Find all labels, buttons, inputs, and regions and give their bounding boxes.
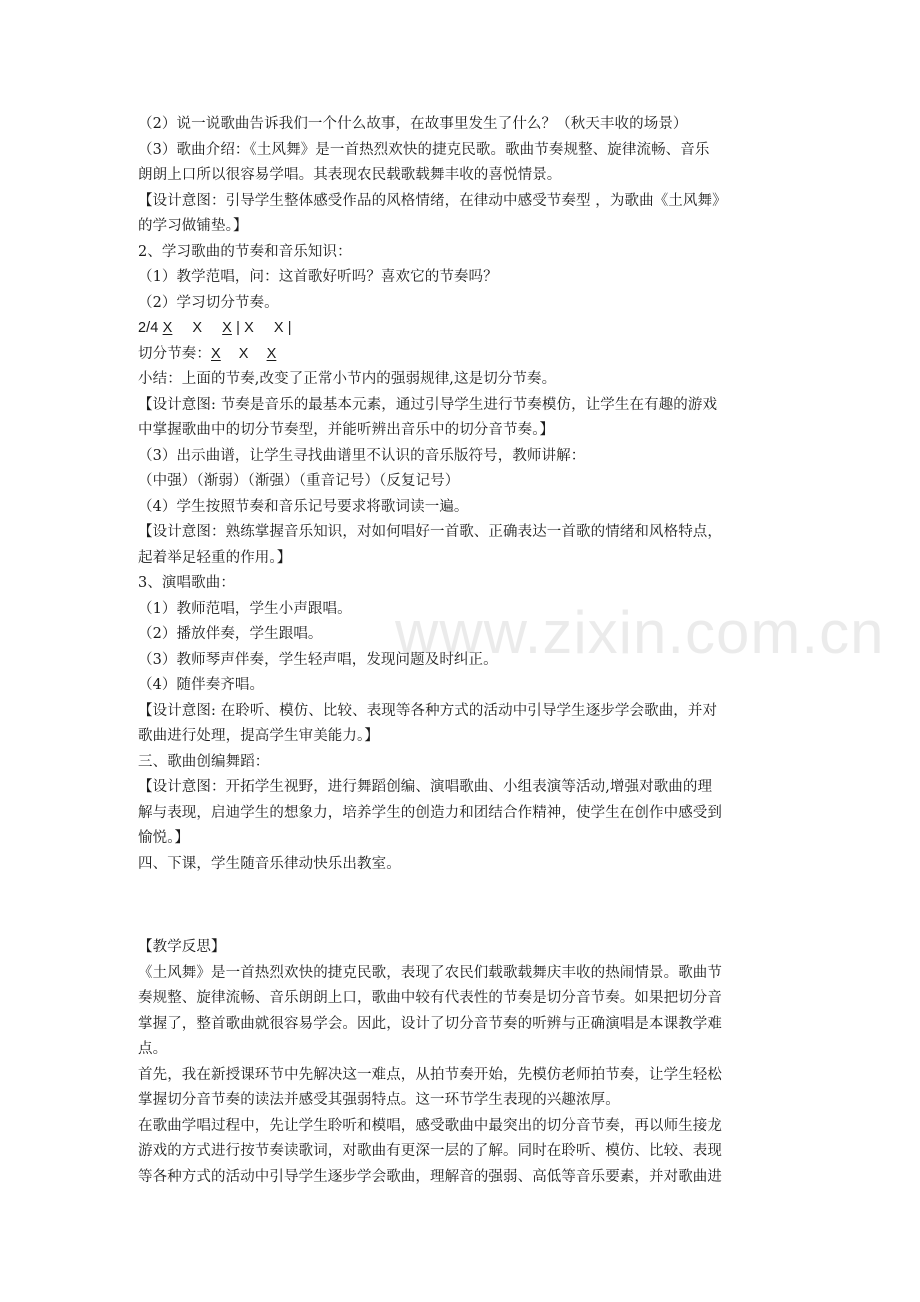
rhythm-notation-line: [138, 316, 788, 342]
text-line: 奏规整、旋律流畅、音乐朗朗上口，歌曲中较有代表性的节奏是切分音节奏。如果把切分音: [138, 990, 722, 1006]
text-line: 四、下课，学生随音乐律动快乐出教室。: [138, 855, 401, 872]
text-line: 《土风舞》是一首热烈欢快的捷克民歌，表现了农民们载歌载舞庆丰收的热闹情景。歌曲节: [138, 964, 722, 981]
text-line: 解与表现，启迪学生的想象力，培养学生的创造力和团结合作精神，使学生在创作中感受到: [138, 804, 722, 821]
text-line: 游戏的方式进行按节奏读歌词，对歌曲有更深一层的了解。同时在聆听、模仿、比较、表现: [138, 1143, 722, 1159]
text-line: 【设计意图：熟练掌握音乐知识，对如何唱好一首歌、正确表达一首歌的情绪和风格特点，: [138, 524, 722, 540]
text-line: （1）教师范唱，学生小声跟唱。: [138, 600, 352, 617]
syncopation-line: [138, 342, 788, 368]
text-line: （2）播放伴奏，学生跟唱。: [138, 626, 323, 642]
rhythm-note: X: [273, 320, 284, 336]
rhythm-note: X: [162, 320, 173, 336]
text-line: 等各种方式的活动中引导学生逐步学会歌曲，理解音的强弱、高低等音乐要素，并对歌曲进: [138, 1168, 722, 1185]
text-line: （中强）（渐弱）（渐强）（重音记号）（反复记号）: [138, 473, 460, 489]
bar-line: |: [283, 320, 292, 336]
section-lines-b: [138, 367, 788, 877]
text-line: 歌曲进行处理，提高学生审美能力。】: [138, 728, 379, 744]
time-signature: 2/4: [138, 320, 163, 336]
text-line: 掌握了，整首歌曲就很容易学会。因此，设计了切分音节奏的听辨与正确演唱是本课教学难: [138, 1015, 722, 1032]
text-line: 在歌曲学唱过程中，先让学生聆听和模唱，感受歌曲中最突出的切分音节奏，再以师生接龙: [138, 1117, 722, 1134]
document-page: [138, 112, 788, 1190]
text-line: 三、歌曲创编舞蹈：: [138, 753, 270, 770]
rhythm-note: X: [244, 320, 254, 336]
text-line: 起着举足轻重的作用。】: [138, 549, 292, 566]
text-line: 【设计意图: 节奏是音乐的最基本元素，通过引导学生进行节奏模仿，让学生在有趣的游戏: [138, 396, 718, 413]
reflection-heading: 【教学反思】: [138, 939, 226, 955]
rhythm-note: X: [238, 345, 249, 362]
text-line: （2）说一说歌曲告诉我们一个什么故事，在故事里发生了什么？（秋天丰收的场景）: [138, 116, 688, 132]
syncopation-label: 切分节奏：: [138, 345, 211, 362]
bar-line: |: [231, 320, 245, 336]
text-line: （2）学习切分节奏。: [138, 294, 279, 311]
text-line: 掌握切分音节奏的读法并感受其强弱特点。这一环节学生表现的兴趣浓厚。: [138, 1092, 620, 1108]
text-line: 2、学习歌曲的节奏和音乐知识：: [138, 243, 352, 260]
rhythm-note: X: [266, 345, 277, 362]
text-line: 首先，我在新授课环节中先解决这一难点，从拍节奏开始，先模仿老师拍节奏，让学生轻松: [138, 1066, 722, 1083]
text-line: （4）随伴奏齐唱。: [138, 677, 265, 693]
text-line: 3、演唱歌曲：: [138, 575, 235, 591]
rhythm-note: X: [192, 320, 203, 336]
section-reflection: [138, 935, 788, 1190]
text-line: （3）教师琴声伴奏，学生轻声唱，发现问题及时纠正。: [138, 651, 498, 668]
rhythm-note: X: [211, 345, 221, 362]
text-line: 【设计意图: 在聆听、模仿、比较、表现等各种方式的活动中引导学生逐步学会歌曲，并对: [138, 702, 718, 719]
rhythm-note: X: [222, 320, 232, 336]
text-line: 中掌握歌曲中的切分节奏型，并能听辨出音乐中的切分音节奏。】: [138, 422, 555, 438]
text-line: 愉悦。】: [138, 830, 190, 846]
text-line: 【设计意图：开拓学生视野，进行舞蹈创编、演唱歌曲、小组表演等活动,增强对歌曲的理: [138, 779, 713, 795]
text-line: （3）出示曲谱，让学生寻找曲谱里不认识的音乐版符号，教师讲解：: [138, 447, 586, 464]
text-line: 朗朗上口所以很容易学唱。其表现农民载歌载舞丰收的喜悦情景。: [138, 167, 562, 183]
section-lines-a: [138, 112, 788, 316]
text-line: （3）歌曲介绍：《土风舞》是一首热烈欢快的捷克民歌。歌曲节奏规整、旋律流畅、音乐: [138, 141, 710, 158]
watermark: www.zixin.com.cn: [395, 599, 885, 666]
text-line: 的学习做铺垫。】: [138, 218, 248, 234]
text-line: 点。: [138, 1041, 168, 1057]
text-line: 【设计意图：引导学生整体感受作品的风格情绪，在律动中感受节奏型 ，为歌曲《土风舞》: [138, 192, 727, 209]
text-line: 小结：上面的节奏,改变了正常小节内的强弱规律,这是切分节奏。: [138, 371, 557, 387]
text-line: （1）教学范唱，问：这首歌好听吗？喜欢它的节奏吗？: [138, 269, 498, 285]
blank-gap: [138, 877, 788, 935]
text-line: （4）学生按照节奏和音乐记号要求将歌词读一遍。: [138, 498, 469, 515]
